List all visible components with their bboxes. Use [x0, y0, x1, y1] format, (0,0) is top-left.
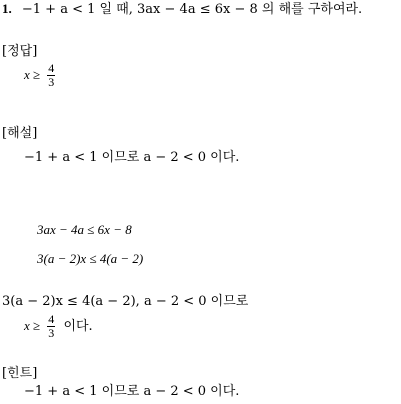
- solution-header: [해설]: [2, 126, 38, 141]
- solution-equation-2: 3(a − 2)x ≤ 4(a − 2): [37, 251, 144, 266]
- problem-number: 1.: [2, 1, 12, 16]
- answer-expression: [24, 60, 55, 91]
- answer-lhs: x ≥: [24, 67, 41, 82]
- problem-text: −1 + a < 1 일 때, 3ax − 4a ≤ 6x − 8 의 해를 구하여라.: [21, 2, 363, 17]
- solution-numerator: 4: [48, 312, 55, 326]
- hint-line: −1 + a < 1 이므로 a − 2 < 0 이다.: [24, 384, 240, 399]
- answer-denominator: 3: [48, 75, 55, 89]
- solution-equation-1: 3ax − 4a ≤ 6x − 8: [37, 222, 132, 237]
- solution-fraction: [47, 313, 55, 340]
- problem-statement: [2, 1, 362, 18]
- answer-numerator: 4: [48, 61, 55, 75]
- solution-line-3-rhs: 이다.: [63, 319, 93, 334]
- solution-line-2: 3(a − 2)x ≤ 4(a − 2), a − 2 < 0 이므로: [2, 294, 249, 309]
- hint-header: [힌트]: [2, 366, 38, 381]
- solution-line-1: −1 + a < 1 이므로 a − 2 < 0 이다.: [24, 150, 240, 165]
- answer-fraction: [47, 62, 55, 89]
- solution-denominator: 3: [48, 326, 55, 340]
- answer-header: [정답]: [2, 44, 38, 59]
- solution-line-3-lhs: x ≥: [24, 318, 41, 333]
- solution-line-3: [24, 311, 93, 342]
